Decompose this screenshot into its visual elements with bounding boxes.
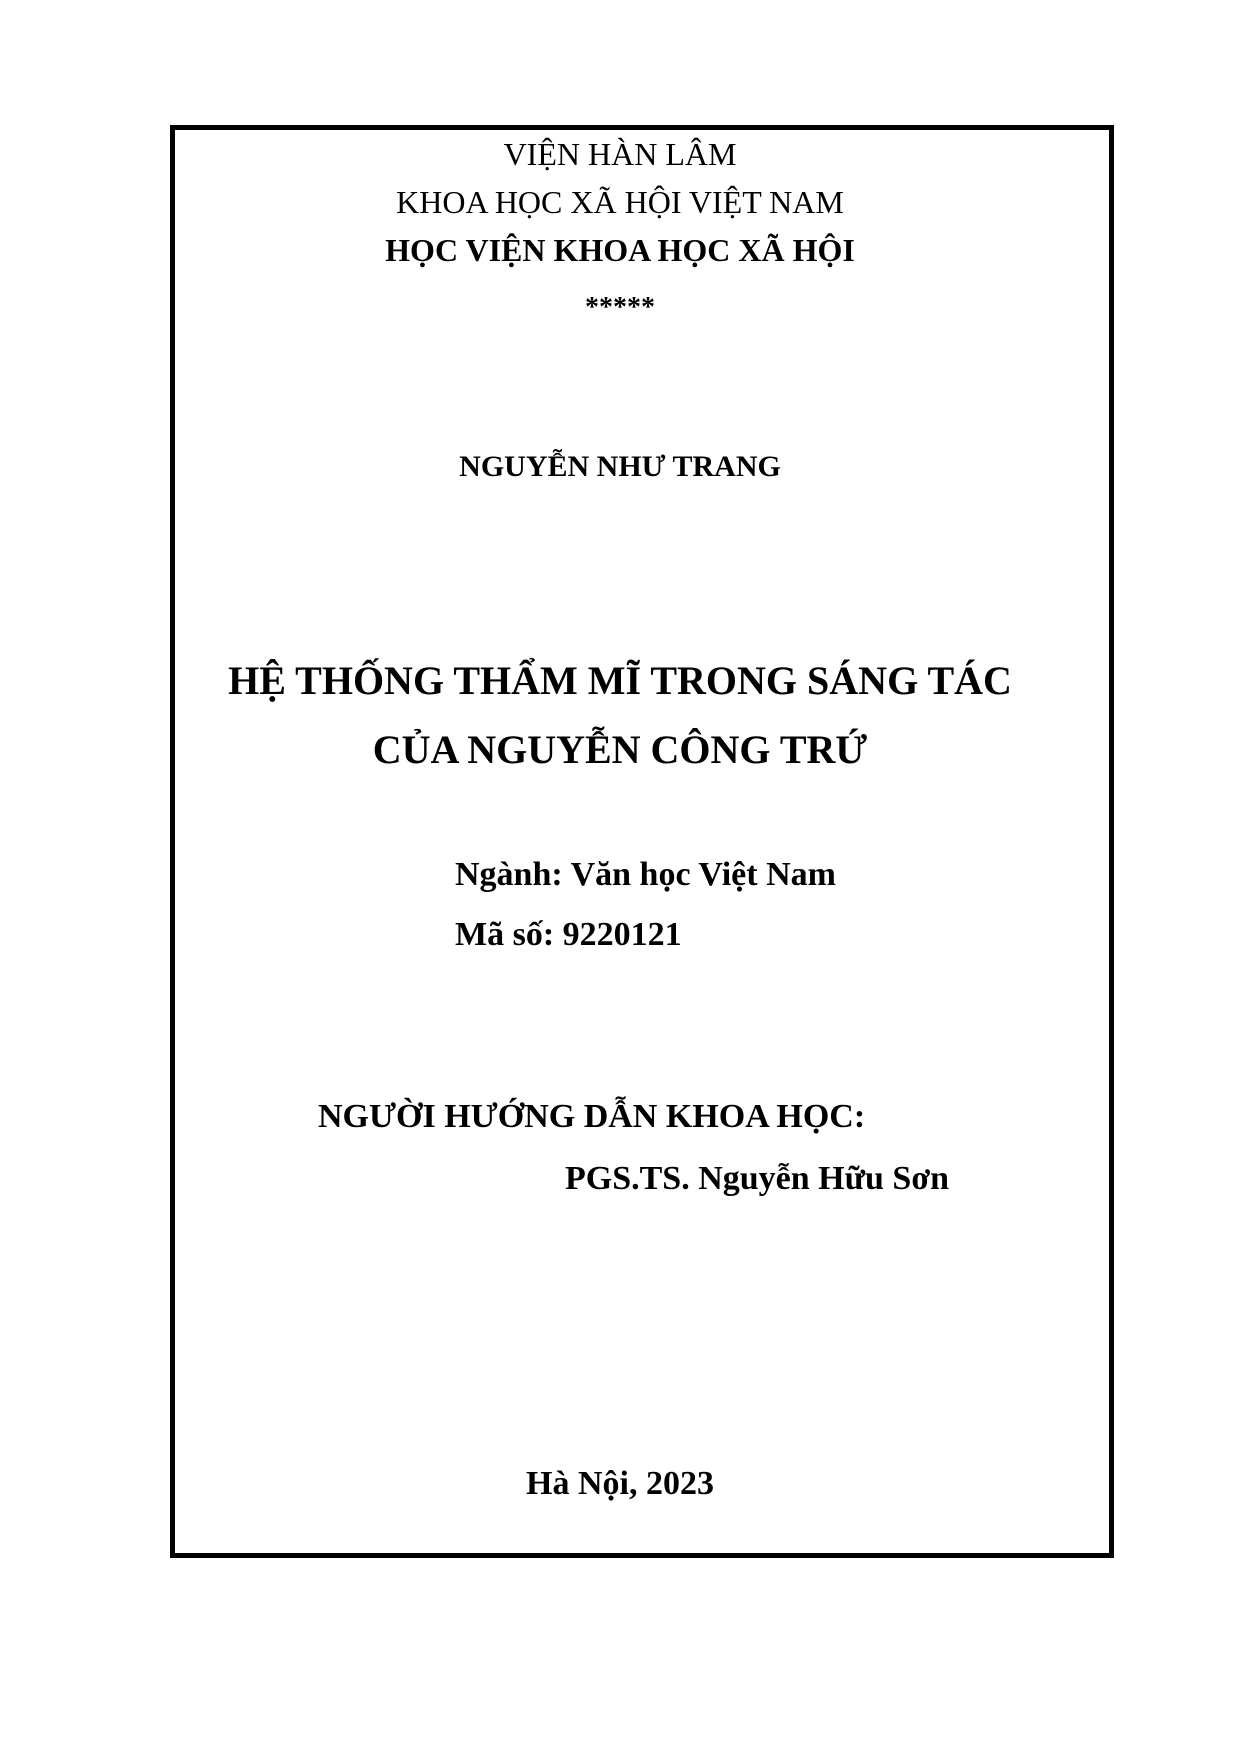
advisor-heading: NGƯỜI HƯỚNG DẪN KHOA HỌC: xyxy=(318,1098,866,1135)
thesis-title-line-1: HỆ THỐNG THẨM MĨ TRONG SÁNG TÁC xyxy=(228,658,1012,703)
advisor-name: PGS.TS. Nguyễn Hữu Sơn xyxy=(565,1160,950,1197)
major-label: Ngành: Văn học Việt Nam xyxy=(455,856,836,893)
place-year: Hà Nội, 2023 xyxy=(526,1465,714,1502)
institution-line-1: VIỆN HÀN LÂM xyxy=(503,136,737,172)
author-name: NGUYỄN NHƯ TRANG xyxy=(459,450,781,483)
separator-stars: ***** xyxy=(585,292,655,323)
institution-line-2: KHOA HỌC XÃ HỘI VIỆT NAM xyxy=(396,184,844,220)
code-label: Mã số: 9220121 xyxy=(455,916,682,953)
institution-line-3: HỌC VIỆN KHOA HỌC XÃ HỘI xyxy=(385,232,855,268)
page-border-frame xyxy=(170,125,1114,1558)
thesis-title-line-2: CỦA NGUYỄN CÔNG TRỨ xyxy=(372,727,868,772)
